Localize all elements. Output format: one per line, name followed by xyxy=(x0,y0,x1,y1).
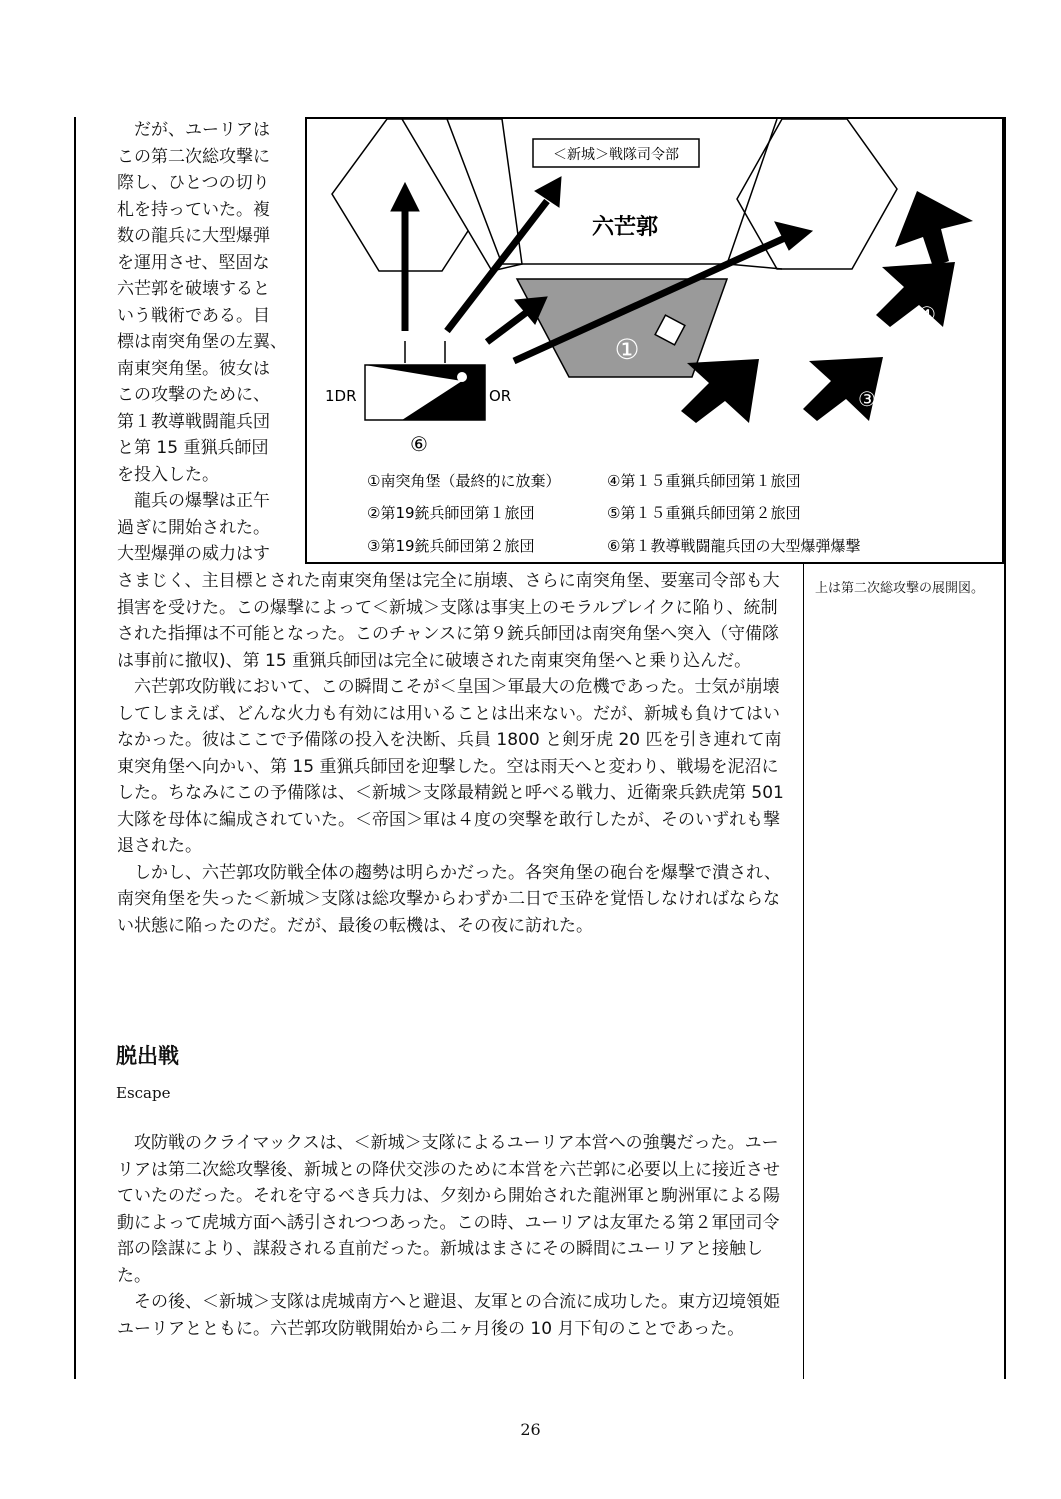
unit-right-label: OR xyxy=(489,387,512,405)
legend-item-5: ⑤第１５重猟兵師団第２旅団 xyxy=(607,504,801,522)
battle-diagram xyxy=(305,117,1004,564)
legend-item-1: ①南突角堡（最終的に放棄） xyxy=(367,472,561,490)
legend-item-3: ③第19銃兵師団第２旅団 xyxy=(367,537,535,555)
intro-line: 六芒郭を破壊すると xyxy=(117,279,270,299)
left-margin-rule xyxy=(74,117,76,1379)
marker-6: ⑥ xyxy=(410,432,428,456)
fortress-label: 六芒郭 xyxy=(591,215,659,240)
figure-caption: 上は第二次総攻撃の展開図。 xyxy=(815,581,985,596)
intro-line: 数の龍兵に大型爆弾 xyxy=(117,226,270,246)
intro-line: だが、ユーリアは xyxy=(117,120,270,140)
intro-line: 標は南突角堡の左翼、 xyxy=(117,332,287,352)
intro-line: 龍兵の爆撃は正午 xyxy=(117,491,270,511)
page-number: 26 xyxy=(520,1420,541,1439)
intro-line: 過ぎに開始された。 xyxy=(117,517,270,538)
intro-line: 際し、ひとつの切り xyxy=(117,173,270,193)
paragraph-5: その後、＜新城＞支隊は虎城南方へと避退、友軍との合流に成功した。東方辺境領姫ユーリアとともに。六芒郭攻防戦開始から二ヶ月後の 10 月下旬のことであった。 xyxy=(117,1292,780,1339)
intro-line: 大型爆弾の威力はす xyxy=(117,544,270,564)
unit-arrow-5 xyxy=(895,191,973,267)
marker-2: ② xyxy=(758,387,776,411)
intro-line: 札を持っていた。複 xyxy=(117,199,270,220)
legend-item-6: ⑥第１教導戦闘龍兵団の大型爆弾爆撃 xyxy=(607,537,861,555)
intro-line: 南東突角堡。彼女は xyxy=(117,358,270,379)
legend-item-4: ④第１５重猟兵師団第１旅団 xyxy=(607,472,801,490)
section-body xyxy=(117,1130,787,1342)
intro-line: この第二次総攻撃に xyxy=(117,146,270,167)
intro-line: 第１教導戦闘龍兵団 xyxy=(117,411,270,432)
marker-1: ① xyxy=(614,333,640,366)
marker-3: ③ xyxy=(858,387,876,411)
battle-diagram-svg xyxy=(307,119,1006,566)
intro-line: を投入した。 xyxy=(117,464,219,485)
intro-line: いう戦術である。目 xyxy=(117,305,270,326)
intro-line: この攻撃のために、 xyxy=(117,385,270,405)
sidebar-divider-rule xyxy=(803,562,804,1379)
intro-line: を運用させ、堅固な xyxy=(117,252,270,273)
body-paragraphs xyxy=(117,568,787,939)
section-subtitle: Escape xyxy=(116,1084,171,1102)
marker-4: ④ xyxy=(918,302,936,326)
hq-label: ＜新城＞戦隊司令部 xyxy=(553,147,679,163)
paragraph-2: 六芒郭攻防戦において、この瞬間こそが＜皇国＞軍最大の危機であった。士気が崩壊してしまえば、どんな火力も有効には用いることは出来ない。だが、新城も負けてはいなかった。彼はここで予備隊の投入を決断、兵員 1800 と剣牙虎 20 匹を引き連れて南東突角堡へ向かい、第 15 重猟兵師団を迎撃した。空は雨天へと変わり、戦場を泥沼にした。ちなみにこの予備隊は、＜新城＞支隊最精鋭と呼べる戦力、近衛衆兵鉄虎第 501 大隊を母体に編成されていた。＜帝国＞軍は４度の突撃を敢行したが、そのいずれも撃退された。 xyxy=(117,677,784,856)
unit-arrow-4 xyxy=(876,262,955,327)
intro-line: と第 15 重猟兵師団 xyxy=(117,438,269,458)
paragraph-3: しかし、六芒郭攻防戦全体の趨勢は明らかだった。各突角堡の砲台を爆撃で潰され、南突角堡を失った＜新城＞支隊は総攻撃からわずか二日で玉砕を覚悟しなければならない状態に陥ったのだ。だが、最後の転機は、その夜に訪れた。 xyxy=(117,862,782,936)
marker-5: ⑤ xyxy=(966,231,984,255)
paragraph-1-continued: さまじく、主目標とされた南東突角堡は完全に崩壊、さらに南突角堡、要塞司令部も大損害を受けた。この爆撃によって＜新城＞支隊は事実上のモラルブレイクに陥り、統制された指揮は不可能となった。このチャンスに第９銃兵師団は南突角堡へ突入（守備隊は事前に撤収)、第 15 重猟兵師団は完全に破壊された南東突角堡へと乗り込んだ。 xyxy=(117,571,780,671)
dragon-unit-dot xyxy=(457,372,467,382)
paragraph-4: 攻防戦のクライマックスは、＜新城＞支隊によるユーリア本営への強襲だった。ユーリアは第二次総攻撃後、新城との降伏交渉のために本営を六芒郭に必要以上に接近させていたのだった。それを守るべき兵力は、夕刻から開始された龍洲軍と駒洲軍による陽動によって虎城方面へ誘引されつつあった。この時、ユーリアは友軍たる第２軍団司令部の陰謀により、謀殺される直前だった。新城はまさにその瞬間にユーリアと接触した。 xyxy=(117,1133,780,1286)
unit-left-label: 1DR xyxy=(325,387,357,405)
intro-column xyxy=(117,117,297,568)
section-title: 脱出戦 xyxy=(116,1044,179,1068)
legend-item-2: ②第19銃兵師団第１旅団 xyxy=(367,504,535,522)
